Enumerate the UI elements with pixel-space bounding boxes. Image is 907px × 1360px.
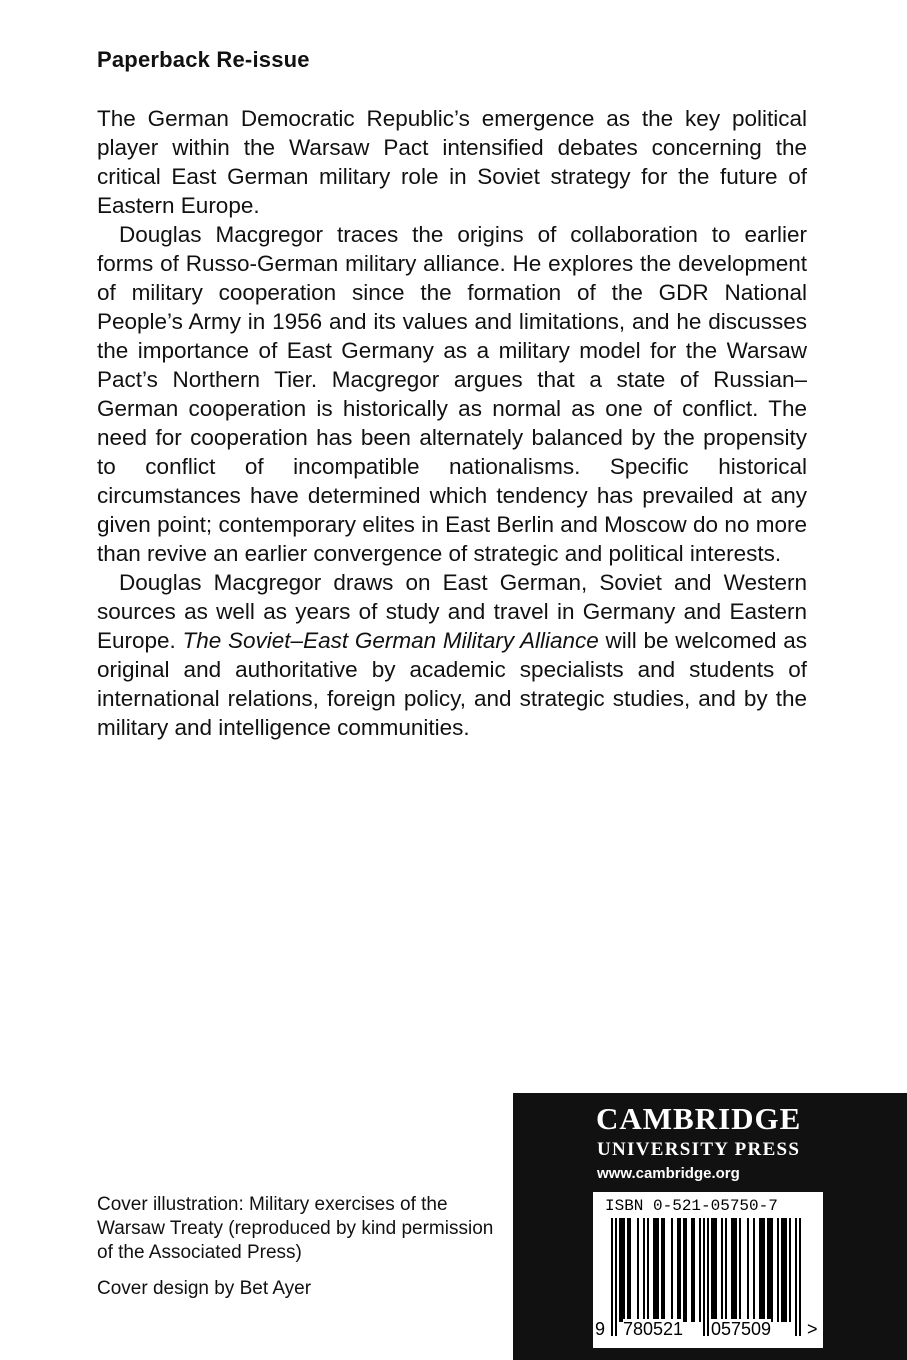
barcode-bar xyxy=(627,1218,631,1322)
barcode-guard-bar xyxy=(703,1218,705,1336)
paragraph-3-start: Douglas Macgregor draws on East German, Soviet and Western sources as well as years of study and travel in Germany and Eastern Europe. xyxy=(97,570,807,653)
barcode-bar xyxy=(691,1218,695,1322)
barcode-bar xyxy=(789,1218,791,1322)
barcode-bar xyxy=(699,1218,701,1322)
barcode-bar xyxy=(767,1218,773,1322)
publisher-url: www.cambridge.org xyxy=(597,1165,740,1182)
barcode-right-digits: 057509 xyxy=(711,1319,772,1339)
blurb-text xyxy=(97,104,807,742)
barcode-bar xyxy=(759,1218,765,1322)
barcode-guard-bar xyxy=(795,1218,797,1336)
barcode-bar xyxy=(677,1218,681,1322)
barcode-bar xyxy=(721,1218,723,1322)
paragraph-3 xyxy=(97,568,807,742)
barcode-bar xyxy=(747,1218,749,1322)
barcode-bar xyxy=(661,1218,665,1322)
cover-design-credit: Cover design by Bet Ayer xyxy=(97,1278,312,1299)
barcode-bar xyxy=(683,1218,687,1322)
barcode-guard-bar xyxy=(707,1218,709,1336)
barcode-guard-bar xyxy=(611,1218,613,1336)
publisher-name: CAMBRIDGE xyxy=(596,1101,802,1136)
barcode-bar xyxy=(777,1218,779,1322)
paragraph-2: Douglas Macgregor traces the origins of collaboration to earlier forms of Russo-German military alliance. He explores the development of military cooperation since the formation of the GDR National People’s Army in 1956 and its values and limitations, and he discusses the importance of East Germany as a military model for the Warsaw Pact’s Northern Tier. Macgregor argues that a state of Russian–German cooperation is historically as normal as one of conflict. The need for cooperation has been alternately balanced by the propensity to conflict of incompatible nationalisms. Specific historical circumstances have determined which tendency has prevailed at any given point; contemporary elites in East Berlin and Moscow do no more than revive an earlier convergence of strategic and political interests. xyxy=(97,222,807,566)
barcode-bar xyxy=(647,1218,649,1322)
publisher-subtitle: UNIVERSITY PRESS xyxy=(597,1139,801,1160)
section-heading: Paperback Re-issue xyxy=(97,47,310,72)
cover-credits xyxy=(97,1193,497,1313)
barcode-bar xyxy=(731,1218,737,1322)
barcode-guard-bar xyxy=(799,1218,801,1336)
barcode-bar xyxy=(643,1218,645,1322)
barcode-bar xyxy=(725,1218,727,1322)
barcode-bar xyxy=(637,1218,639,1322)
barcode-bar xyxy=(711,1218,717,1322)
paragraph-3-end: will be welcomed as original and authoritative by academic specialists and students of international relations, foreign policy, and strategic studies, and by the military and intelligence communities. xyxy=(97,628,807,740)
barcode-guard-bar xyxy=(615,1218,617,1336)
paragraph-1: The German Democratic Republic’s emergence as the key political player within the Warsaw Pact intensified debates concerning the critical East German military role in Soviet strategy for the future of Eastern Europe. xyxy=(97,106,807,218)
cover-illustration-credit: Cover illustration: Military exercises of the Warsaw Treaty (reproduced by kind permission of the Associated Press) xyxy=(97,1194,494,1263)
barcode-panel xyxy=(593,1192,823,1348)
publisher-panel xyxy=(513,1093,907,1360)
barcode-bar xyxy=(653,1218,659,1322)
isbn-label: ISBN 0-521-05750-7 xyxy=(605,1197,778,1215)
barcode-lead-digit: 9 xyxy=(595,1319,606,1339)
barcode-bar xyxy=(781,1218,787,1322)
barcode-bar xyxy=(753,1218,755,1322)
book-title: The Soviet–East German Military Alliance xyxy=(182,628,599,653)
barcode-bar xyxy=(619,1218,625,1322)
barcode-left-digits: 780521 xyxy=(623,1319,684,1339)
barcode-bar xyxy=(671,1218,673,1322)
barcode-bar xyxy=(739,1218,741,1322)
barcode-trail: > xyxy=(807,1319,818,1339)
